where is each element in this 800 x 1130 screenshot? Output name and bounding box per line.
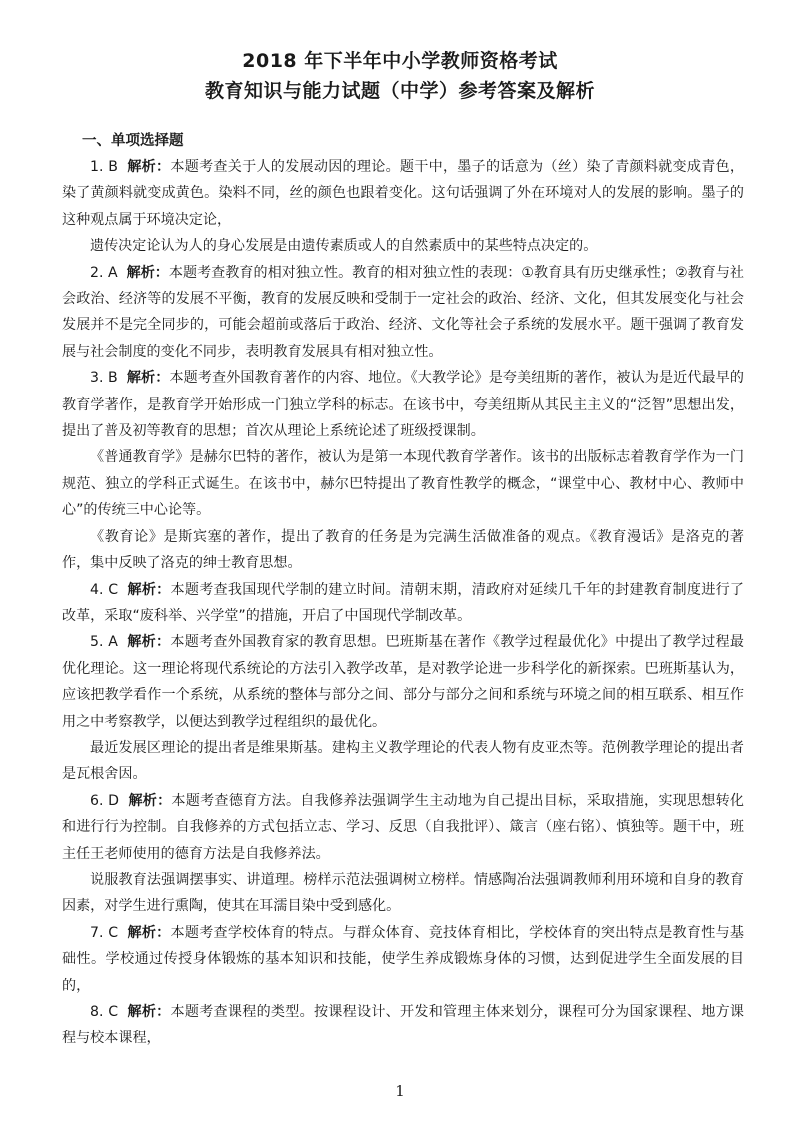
page-number: 1 bbox=[395, 1082, 405, 1100]
answer-letter: C bbox=[108, 581, 119, 598]
question-number: 7. bbox=[90, 924, 104, 941]
question-number: 5. bbox=[90, 634, 104, 651]
question-5 bbox=[62, 629, 744, 735]
question-7 bbox=[62, 920, 744, 999]
question-4 bbox=[62, 577, 744, 630]
answer-letter: B bbox=[108, 370, 118, 387]
question-3 bbox=[62, 365, 744, 444]
question-number: 1. bbox=[90, 159, 104, 175]
question-number: 4. bbox=[90, 581, 104, 598]
analysis-text: 本题考查外国教育著作的内容、地位。《大教学论》是夸美纽斯的著作，被认为是近代最早的教育学著作，是教育学开始形成一门独立学科的标志。在该书中，夸美纽斯从其民主主义的“泛智”思想出发，提出了普及初等教育的思想；首次从理论上系统论述了班级授课制。 bbox=[62, 370, 745, 440]
question-number: 8. bbox=[90, 1004, 104, 1020]
analysis-text: 本题考查外国教育家的教育思想。巴班斯基在著作《教学过程最优化》中提出了教学过程最优化理论。这一理论将现代系统论的方法引入教学改革，是对教学论进一步科学化的新探索。巴班斯基认为，应该把教学看作一个系统，从系统的整体与部分之间、部分与部分之间和系统与环境之间的相互联系、相互作用之中考察教学，以便达到教学过程组织的最优化。 bbox=[62, 634, 744, 730]
question-number: 2. bbox=[90, 264, 104, 281]
analysis-label: 解析： bbox=[127, 924, 171, 941]
answer-letter: B bbox=[108, 159, 118, 175]
document-subtitle: 教育知识与能力试题（中学）参考答案及解析 bbox=[204, 80, 595, 102]
answer-letter: A bbox=[107, 264, 118, 281]
analysis-label: 解析： bbox=[128, 792, 172, 809]
answer-letter: D bbox=[108, 792, 120, 809]
answer-letter: C bbox=[108, 924, 119, 941]
analysis-text: 本题考查课程的类型。按课程设计、开发和管理主体来划分，课程可分为国家课程、地方课程与校本课程， bbox=[62, 1004, 744, 1047]
analysis-label: 解析： bbox=[127, 1004, 171, 1020]
analysis-label: 解析： bbox=[127, 159, 171, 175]
analysis-text: 本题考查教育的相对独立性。教育的相对独立性的表现：①教育具有历史继承性；②教育与社会政治、经济等的发展不平衡，教育的发展反映和受制于一定社会的政治、经济、文化，但其发展变化与社会发展并不是完全同步的，可能会超前或落后于政治、经济、文化等社会子系统的发展水平。题干强调了教育发展与社会制度的变化不同步，表明教育发展具有相对独立性。 bbox=[62, 264, 745, 360]
section-heading: 一、单项选择题 bbox=[82, 133, 184, 149]
question-number: 6. bbox=[90, 792, 104, 809]
supplement-note: 说服教育法强调摆事实、讲道理。榜样示范法强调树立榜样。情感陶冶法强调教师利用环境和自身的教育因素，对学生进行熏陶，使其在耳濡目染中受到感化。 bbox=[62, 871, 744, 915]
analysis-label: 解析： bbox=[127, 634, 171, 651]
question-1 bbox=[62, 154, 744, 233]
analysis-text: 本题考查关于人的发展动因的理论。题干中，墨子的话意为（丝）染了青颜料就变成青色，染了黄颜料就变成黄色。染料不同，丝的颜色也跟着变化。这句话强调了外在环境对人的发展的影响。墨子的这种观点属于环境决定论， bbox=[62, 159, 744, 228]
question-number: 3. bbox=[90, 370, 104, 387]
answer-letter: A bbox=[108, 634, 118, 651]
analysis-label: 解析： bbox=[127, 581, 171, 598]
supplement-note: 遗传决定论认为人的身心发展是由遗传素质或人的自然素质中的某些特点决定的。 bbox=[90, 238, 598, 255]
question-8 bbox=[62, 999, 744, 1052]
supplement-note: 《教育论》是斯宾塞的著作，提出了教育的任务是为完满生活做准备的观点。《教育漫话》是洛克的著作，集中反映了洛克的绅士教育思想。 bbox=[62, 528, 744, 572]
document-title: 2018 年下半年中小学教师资格考试 bbox=[242, 50, 558, 72]
question-6 bbox=[62, 788, 744, 867]
analysis-text: 本题考查德育方法。自我修养法强调学生主动地为自己提出目标，采取措施，实现思想转化和进行行为控制。自我修养的方式包括立志、学习、反思（自我批评）、箴言（座右铭）、慎独等。题干中，班主任王老师使用的德育方法是自我修养法。 bbox=[62, 792, 745, 862]
analysis-label: 解析： bbox=[126, 264, 169, 281]
question-2 bbox=[62, 260, 744, 366]
answer-body bbox=[62, 154, 744, 1052]
supplement-note: 最近发展区理论的提出者是维果斯基。建构主义教学理论的代表人物有皮亚杰等。范例教学理论的提出者是瓦根舍因。 bbox=[62, 739, 744, 783]
analysis-label: 解析： bbox=[126, 370, 170, 387]
supplement-note: 《普通教育学》是赫尔巴特的著作，被认为是第一本现代教育学著作。该书的出版标志着教育学作为一门规范、独立的学科正式诞生。在该书中，赫尔巴特提出了教育性教学的概念，“课堂中心、教材中心、教师中心”的传统三中心论等。 bbox=[62, 449, 744, 519]
answer-letter: C bbox=[108, 1004, 119, 1020]
analysis-text: 本题考查我国现代学制的建立时间。清朝末期，清政府对延续几千年的封建教育制度进行了改革，采取“废科举、兴学堂”的措施，开启了中国现代学制改革。 bbox=[62, 581, 744, 624]
analysis-text: 本题考查学校体育的特点。与群众体育、竞技体育相比，学校体育的突出特点是教育性与基础性。学校通过传授身体锻炼的基本知识和技能，使学生养成锻炼身体的习惯，达到促进学生全面发展的目的， bbox=[62, 924, 744, 994]
